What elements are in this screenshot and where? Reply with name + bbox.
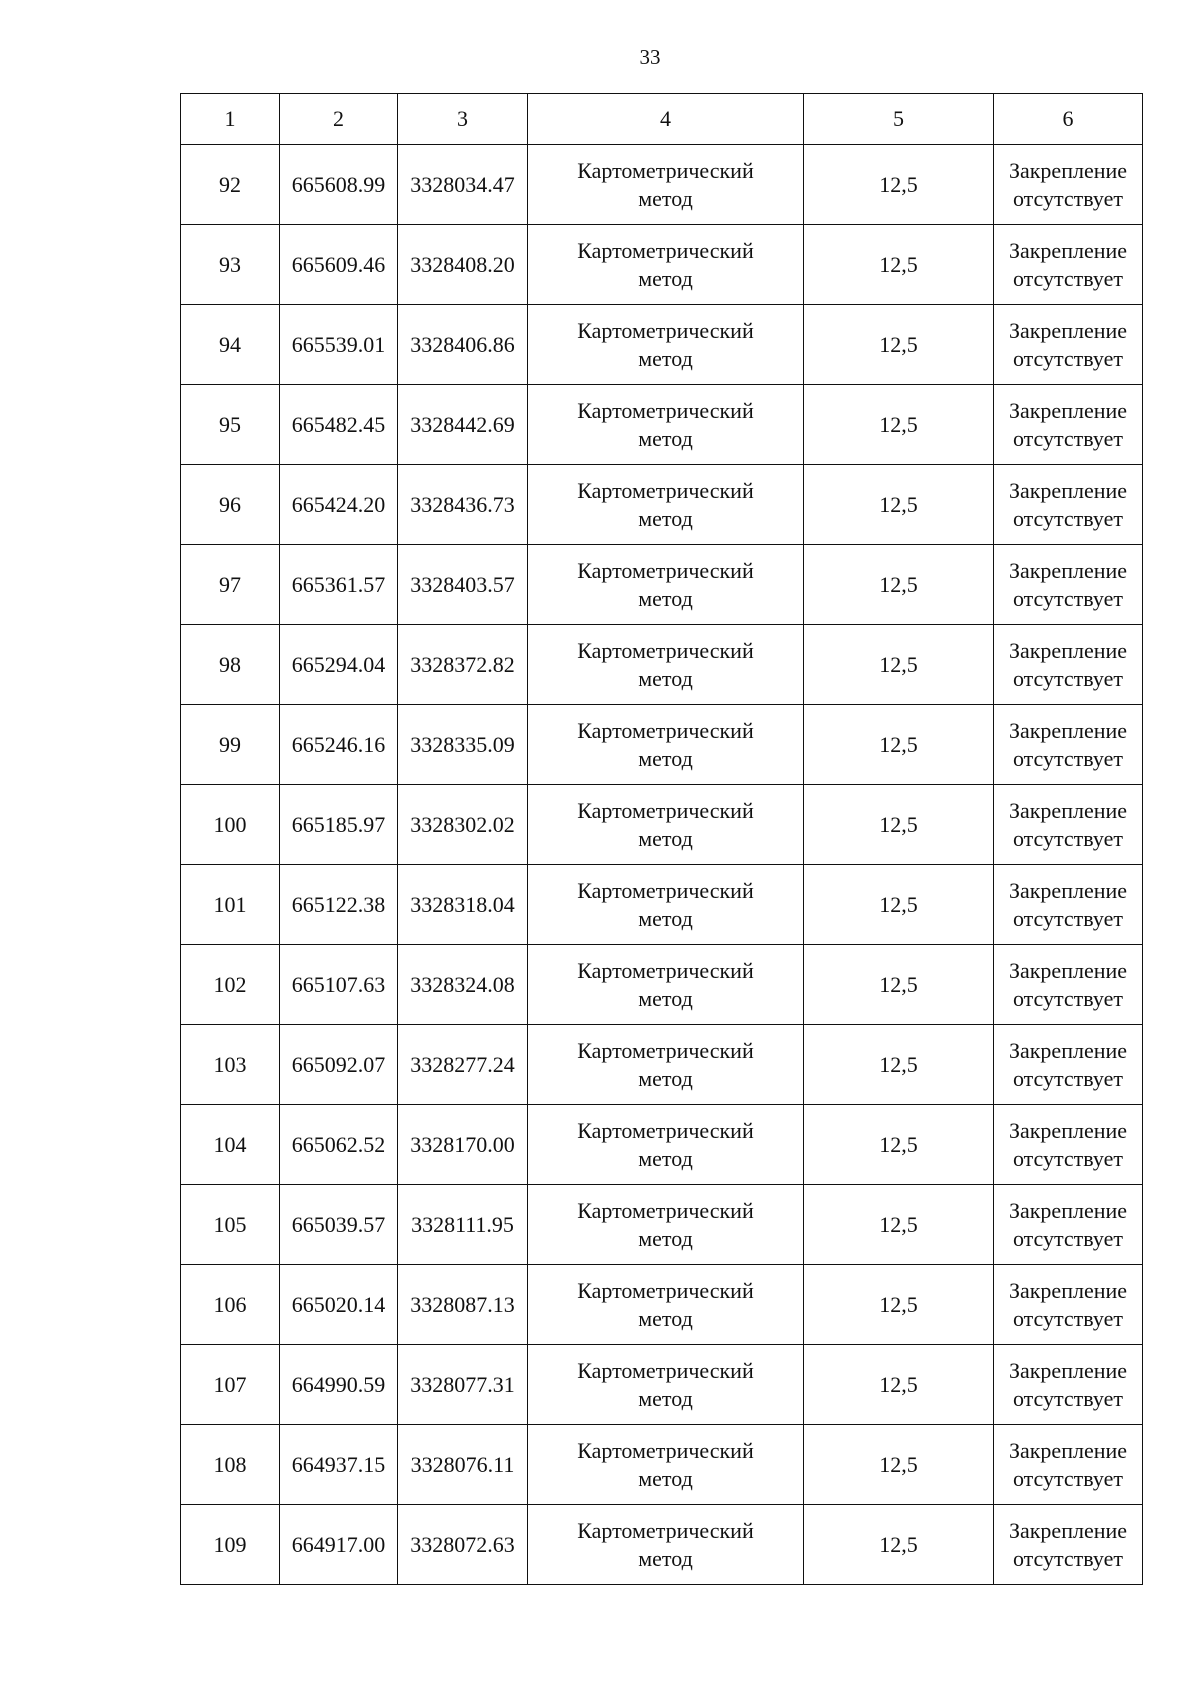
- coordinate-y-cell: [398, 785, 528, 865]
- method-cell-text: Картометрический метод: [577, 1437, 754, 1491]
- header-cell-6: 6: [994, 94, 1143, 145]
- coordinate-x-cell-text: 665294.04: [291, 651, 386, 677]
- coordinate-y-cell-text: 3328111.95: [411, 1211, 514, 1237]
- coordinate-x-cell-text: 665424.20: [291, 491, 386, 517]
- coordinate-y-cell-text: 3328436.73: [410, 491, 515, 517]
- point-number-cell: [181, 785, 280, 865]
- fixing-cell-text: Закрепление отсутствует: [1008, 1357, 1128, 1411]
- method-cell-text: Картометрический метод: [577, 557, 754, 611]
- method-cell-text: Картометрический метод: [577, 1197, 754, 1251]
- fixing-cell: [994, 305, 1143, 385]
- table-row: [181, 1265, 1143, 1345]
- coordinate-x-cell: [280, 545, 398, 625]
- coordinate-x-cell-text: 665185.97: [291, 811, 386, 837]
- point-number-cell-text: 107: [213, 1371, 247, 1397]
- accuracy-cell: [804, 305, 994, 385]
- coordinate-y-cell: [398, 945, 528, 1025]
- point-number-cell-text: 92: [219, 171, 241, 197]
- accuracy-cell-text: 12,5: [879, 1531, 918, 1557]
- fixing-cell: [994, 785, 1143, 865]
- coordinate-y-cell-text: 3328034.47: [410, 171, 515, 197]
- accuracy-cell-text: 12,5: [879, 1211, 918, 1237]
- fixing-cell: [994, 545, 1143, 625]
- coordinate-x-cell-text: 665361.57: [291, 571, 386, 597]
- method-cell: [528, 225, 804, 305]
- header-cell-5: 5: [804, 94, 994, 145]
- accuracy-cell: [804, 225, 994, 305]
- fixing-cell-text: Закрепление отсутствует: [1008, 1117, 1128, 1171]
- fixing-cell-text: Закрепление отсутствует: [1008, 157, 1128, 211]
- table-row: [181, 945, 1143, 1025]
- accuracy-cell-text: 12,5: [879, 1131, 918, 1157]
- point-number-cell: [181, 1425, 280, 1505]
- coordinate-x-cell-text: 665107.63: [291, 971, 386, 997]
- point-number-cell: [181, 1265, 280, 1345]
- coordinate-x-cell-text: 665539.01: [291, 331, 386, 357]
- coordinate-x-cell: [280, 1025, 398, 1105]
- point-number-cell: [181, 545, 280, 625]
- coordinate-y-cell-text: 3328277.24: [410, 1051, 515, 1077]
- accuracy-cell-text: 12,5: [879, 171, 918, 197]
- table-row: [181, 785, 1143, 865]
- accuracy-cell-text: 12,5: [879, 411, 918, 437]
- point-number-cell: [181, 1025, 280, 1105]
- method-cell-text: Картометрический метод: [577, 397, 754, 451]
- accuracy-cell: [804, 1425, 994, 1505]
- coordinate-y-cell-text: 3328072.63: [410, 1531, 515, 1557]
- accuracy-cell-text: 12,5: [879, 651, 918, 677]
- fixing-cell-text: Закрепление отсутствует: [1008, 877, 1128, 931]
- coordinate-y-cell-text: 3328302.02: [410, 811, 515, 837]
- fixing-cell-text: Закрепление отсутствует: [1008, 1037, 1128, 1091]
- coordinate-y-cell: [398, 1425, 528, 1505]
- method-cell: [528, 705, 804, 785]
- accuracy-cell: [804, 785, 994, 865]
- coordinate-y-cell-text: 3328324.08: [410, 971, 515, 997]
- method-cell-text: Картометрический метод: [577, 157, 754, 211]
- coordinate-y-cell-text: 3328170.00: [410, 1131, 515, 1157]
- coordinate-y-cell: [398, 145, 528, 225]
- coordinate-x-cell: [280, 1265, 398, 1345]
- method-cell-text: Картометрический метод: [577, 1517, 754, 1571]
- fixing-cell-text: Закрепление отсутствует: [1008, 557, 1128, 611]
- accuracy-cell: [804, 145, 994, 225]
- page-number: 33: [639, 45, 661, 69]
- method-cell-text: Картометрический метод: [577, 477, 754, 531]
- table-row: [181, 705, 1143, 785]
- coordinate-y-cell-text: 3328406.86: [410, 331, 515, 357]
- method-cell: [528, 305, 804, 385]
- coordinate-y-cell: [398, 865, 528, 945]
- accuracy-cell: [804, 625, 994, 705]
- point-number-cell-text: 98: [219, 651, 241, 677]
- table-row: [181, 305, 1143, 385]
- coordinate-x-cell-text: 665482.45: [291, 411, 386, 437]
- method-cell-text: Картометрический метод: [577, 317, 754, 371]
- coordinate-x-cell: [280, 865, 398, 945]
- table-body: [181, 145, 1143, 1585]
- coordinate-y-cell: [398, 1345, 528, 1425]
- accuracy-cell: [804, 1265, 994, 1345]
- accuracy-cell-text: 12,5: [879, 251, 918, 277]
- table-row: [181, 1025, 1143, 1105]
- point-number-cell: [181, 465, 280, 545]
- fixing-cell-text: Закрепление отсутствует: [1008, 317, 1128, 371]
- point-number-cell: [181, 625, 280, 705]
- coordinate-y-cell-text: 3328403.57: [410, 571, 515, 597]
- coordinate-x-cell: [280, 385, 398, 465]
- accuracy-cell: [804, 1185, 994, 1265]
- fixing-cell: [994, 385, 1143, 465]
- accuracy-cell: [804, 945, 994, 1025]
- method-cell: [528, 1425, 804, 1505]
- accuracy-cell-text: 12,5: [879, 731, 918, 757]
- fixing-cell-text: Закрепление отсутствует: [1008, 717, 1128, 771]
- fixing-cell: [994, 465, 1143, 545]
- point-number-cell: [181, 945, 280, 1025]
- coordinate-x-cell: [280, 1425, 398, 1505]
- coordinate-x-cell: [280, 1185, 398, 1265]
- coordinate-y-cell: [398, 1505, 528, 1585]
- coordinate-y-cell-text: 3328077.31: [410, 1371, 515, 1397]
- method-cell: [528, 625, 804, 705]
- fixing-cell-text: Закрепление отсутствует: [1008, 1277, 1128, 1331]
- fixing-cell: [994, 625, 1143, 705]
- method-cell: [528, 945, 804, 1025]
- table-row: [181, 1505, 1143, 1585]
- coordinate-x-cell-text: 664937.15: [291, 1451, 386, 1477]
- fixing-cell-text: Закрепление отсутствует: [1008, 1197, 1128, 1251]
- coordinate-y-cell-text: 3328087.13: [410, 1291, 515, 1317]
- fixing-cell: [994, 1265, 1143, 1345]
- point-number-cell-text: 106: [213, 1291, 247, 1317]
- fixing-cell: [994, 145, 1143, 225]
- method-cell: [528, 385, 804, 465]
- fixing-cell: [994, 1105, 1143, 1185]
- coordinate-y-cell-text: 3328318.04: [410, 891, 515, 917]
- fixing-cell: [994, 705, 1143, 785]
- coordinate-x-cell-text: 665246.16: [291, 731, 386, 757]
- coordinate-y-cell-text: 3328076.11: [410, 1451, 515, 1477]
- table-row: [181, 625, 1143, 705]
- point-number-cell-text: 105: [213, 1211, 247, 1237]
- point-number-cell-text: 108: [213, 1451, 247, 1477]
- coordinate-x-cell: [280, 1345, 398, 1425]
- accuracy-cell-text: 12,5: [879, 331, 918, 357]
- coordinate-x-cell-text: 664990.59: [291, 1371, 386, 1397]
- method-cell: [528, 865, 804, 945]
- accuracy-cell: [804, 465, 994, 545]
- table-row: [181, 545, 1143, 625]
- table-header: [181, 94, 1143, 145]
- method-cell: [528, 545, 804, 625]
- accuracy-cell-text: 12,5: [879, 571, 918, 597]
- fixing-cell: [994, 865, 1143, 945]
- method-cell: [528, 1505, 804, 1585]
- accuracy-cell: [804, 1345, 994, 1425]
- accuracy-cell-text: 12,5: [879, 1451, 918, 1477]
- fixing-cell-text: Закрепление отсутствует: [1008, 637, 1128, 691]
- coordinates-table: [180, 93, 1143, 1585]
- coordinate-y-cell: [398, 225, 528, 305]
- point-number-cell: [181, 385, 280, 465]
- coordinate-x-cell-text: 664917.00: [291, 1531, 386, 1557]
- table-row: [181, 225, 1143, 305]
- point-number-cell: [181, 1345, 280, 1425]
- coordinate-x-cell: [280, 305, 398, 385]
- coordinate-x-cell: [280, 705, 398, 785]
- coordinate-y-cell-text: 3328408.20: [410, 251, 515, 277]
- method-cell-text: Картометрический метод: [577, 717, 754, 771]
- coordinate-x-cell: [280, 225, 398, 305]
- accuracy-cell-text: 12,5: [879, 891, 918, 917]
- coordinate-x-cell: [280, 1505, 398, 1585]
- coordinate-x-cell: [280, 465, 398, 545]
- coordinate-y-cell: [398, 1105, 528, 1185]
- coordinate-y-cell: [398, 385, 528, 465]
- point-number-cell-text: 93: [219, 251, 241, 277]
- coordinate-y-cell: [398, 545, 528, 625]
- table-row: [181, 1185, 1143, 1265]
- fixing-cell-text: Закрепление отсутствует: [1008, 237, 1128, 291]
- point-number-cell: [181, 225, 280, 305]
- accuracy-cell: [804, 865, 994, 945]
- coordinate-x-cell: [280, 785, 398, 865]
- point-number-cell: [181, 1505, 280, 1585]
- method-cell: [528, 145, 804, 225]
- method-cell: [528, 1265, 804, 1345]
- coordinate-x-cell-text: 665039.57: [291, 1211, 386, 1237]
- coordinate-x-cell-text: 665608.99: [291, 171, 386, 197]
- fixing-cell: [994, 1425, 1143, 1505]
- method-cell: [528, 785, 804, 865]
- method-cell: [528, 1345, 804, 1425]
- coordinate-y-cell: [398, 705, 528, 785]
- method-cell-text: Картометрический метод: [577, 797, 754, 851]
- point-number-cell-text: 102: [213, 971, 247, 997]
- method-cell-text: Картометрический метод: [577, 1277, 754, 1331]
- accuracy-cell: [804, 1505, 994, 1585]
- coordinate-y-cell: [398, 305, 528, 385]
- method-cell-text: Картометрический метод: [577, 637, 754, 691]
- table-row: [181, 385, 1143, 465]
- fixing-cell: [994, 225, 1143, 305]
- accuracy-cell-text: 12,5: [879, 1291, 918, 1317]
- point-number-cell: [181, 705, 280, 785]
- accuracy-cell: [804, 385, 994, 465]
- fixing-cell-text: Закрепление отсутствует: [1008, 797, 1128, 851]
- fixing-cell: [994, 1505, 1143, 1585]
- point-number-cell-text: 100: [213, 811, 247, 837]
- table-row: [181, 1425, 1143, 1505]
- coordinate-y-cell: [398, 625, 528, 705]
- method-cell: [528, 465, 804, 545]
- method-cell-text: Картометрический метод: [577, 957, 754, 1011]
- fixing-cell: [994, 1025, 1143, 1105]
- coordinate-y-cell-text: 3328442.69: [410, 411, 515, 437]
- point-number-cell-text: 104: [213, 1131, 247, 1157]
- method-cell-text: Картометрический метод: [577, 1037, 754, 1091]
- accuracy-cell-text: 12,5: [879, 971, 918, 997]
- coordinate-y-cell: [398, 1025, 528, 1105]
- accuracy-cell: [804, 705, 994, 785]
- coordinate-x-cell-text: 665122.38: [291, 891, 386, 917]
- coordinate-y-cell-text: 3328335.09: [410, 731, 515, 757]
- accuracy-cell-text: 12,5: [879, 1051, 918, 1077]
- coordinate-x-cell: [280, 945, 398, 1025]
- coordinate-x-cell-text: 665062.52: [291, 1131, 386, 1157]
- point-number-cell: [181, 1105, 280, 1185]
- accuracy-cell-text: 12,5: [879, 491, 918, 517]
- header-cell-2: 2: [280, 94, 398, 145]
- point-number-cell-text: 94: [219, 331, 241, 357]
- point-number-cell: [181, 1185, 280, 1265]
- point-number-cell-text: 96: [219, 491, 241, 517]
- method-cell-text: Картометрический метод: [577, 237, 754, 291]
- accuracy-cell: [804, 1105, 994, 1185]
- point-number-cell-text: 95: [219, 411, 241, 437]
- method-cell: [528, 1105, 804, 1185]
- table-row: [181, 145, 1143, 225]
- coordinate-y-cell: [398, 1265, 528, 1345]
- coordinate-y-cell: [398, 1185, 528, 1265]
- fixing-cell-text: Закрепление отсутствует: [1008, 957, 1128, 1011]
- accuracy-cell: [804, 1025, 994, 1105]
- coordinate-x-cell: [280, 625, 398, 705]
- table-row: [181, 465, 1143, 545]
- method-cell-text: Картометрический метод: [577, 1357, 754, 1411]
- coordinate-x-cell-text: 665092.07: [291, 1051, 386, 1077]
- point-number-cell: [181, 145, 280, 225]
- point-number-cell: [181, 305, 280, 385]
- coordinate-x-cell: [280, 1105, 398, 1185]
- fixing-cell-text: Закрепление отсутствует: [1008, 1437, 1128, 1491]
- fixing-cell-text: Закрепление отсутствует: [1008, 1517, 1128, 1571]
- fixing-cell-text: Закрепление отсутствует: [1008, 477, 1128, 531]
- accuracy-cell: [804, 545, 994, 625]
- coordinate-x-cell-text: 665020.14: [291, 1291, 386, 1317]
- method-cell: [528, 1025, 804, 1105]
- fixing-cell: [994, 1185, 1143, 1265]
- point-number-cell-text: 103: [213, 1051, 247, 1077]
- coordinate-x-cell-text: 665609.46: [291, 251, 386, 277]
- accuracy-cell-text: 12,5: [879, 1371, 918, 1397]
- fixing-cell-text: Закрепление отсутствует: [1008, 397, 1128, 451]
- header-cell-3: 3: [398, 94, 528, 145]
- table-row: [181, 1345, 1143, 1425]
- method-cell-text: Картометрический метод: [577, 877, 754, 931]
- accuracy-cell-text: 12,5: [879, 811, 918, 837]
- point-number-cell-text: 99: [219, 731, 241, 757]
- method-cell: [528, 1185, 804, 1265]
- fixing-cell: [994, 1345, 1143, 1425]
- header-cell-1: 1: [181, 94, 280, 145]
- header-cell-4: 4: [528, 94, 804, 145]
- point-number-cell-text: 109: [213, 1531, 247, 1557]
- coordinate-y-cell-text: 3328372.82: [410, 651, 515, 677]
- header-row: [181, 94, 1143, 145]
- table-row: [181, 865, 1143, 945]
- fixing-cell: [994, 945, 1143, 1025]
- method-cell-text: Картометрический метод: [577, 1117, 754, 1171]
- table-row: [181, 1105, 1143, 1185]
- point-number-cell-text: 97: [219, 571, 241, 597]
- point-number-cell-text: 101: [213, 891, 247, 917]
- point-number-cell: [181, 865, 280, 945]
- coordinate-x-cell: [280, 145, 398, 225]
- coordinate-y-cell: [398, 465, 528, 545]
